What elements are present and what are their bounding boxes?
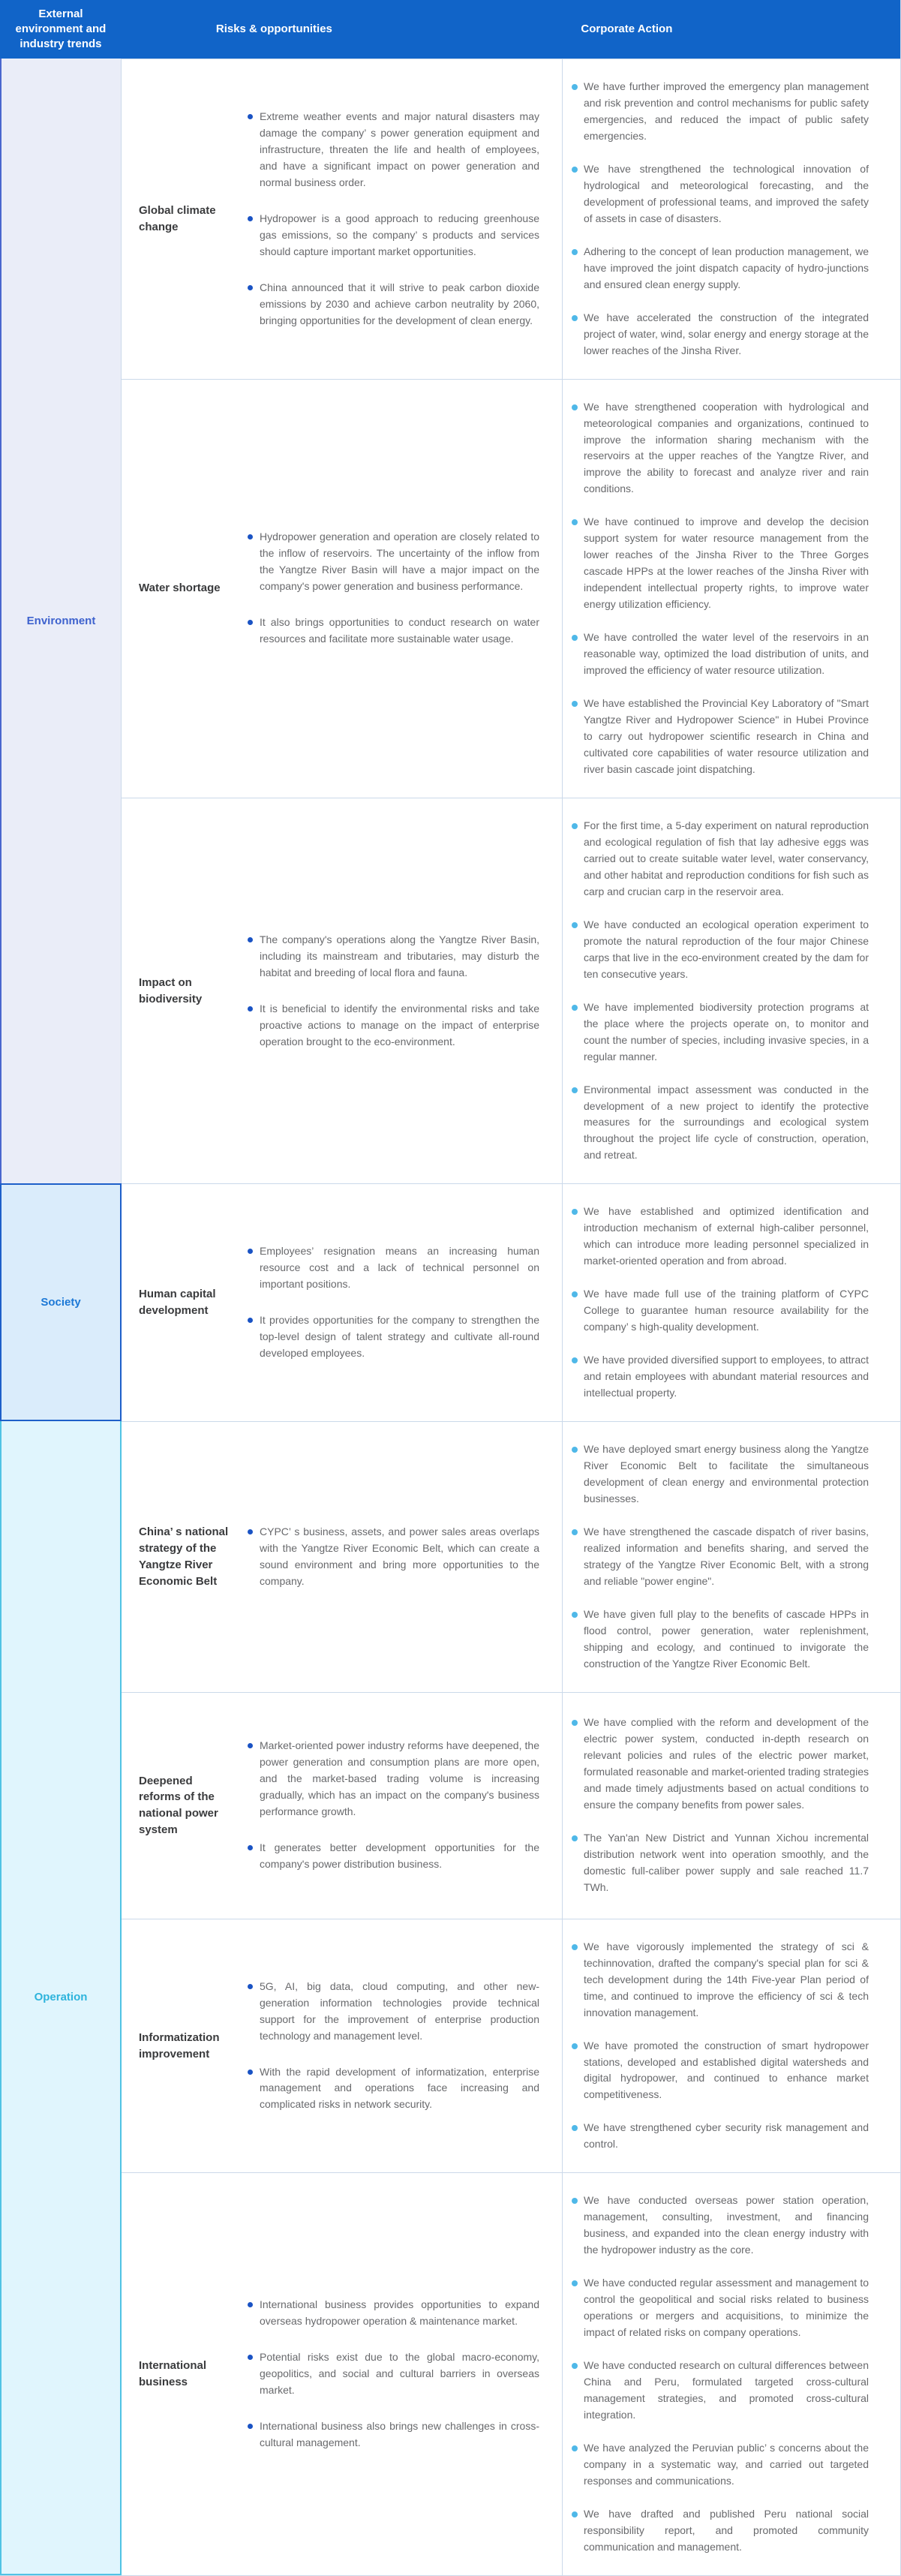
risk-bullet-dot-icon <box>248 216 253 221</box>
header-corporate-action-label: Corporate Action <box>581 22 673 35</box>
actions-list <box>562 798 900 1183</box>
action-bullet-text: We have strengthened the technological innovation of hydrological and meteorological forecasting, and the development of professional teams, and improved the safety of assets in case of disasters. <box>584 162 869 224</box>
action-bullet-text: We have vigorously implemented the strategy of sci & techinnovation, drafted the company's special plan for sci & tech development during the 14th Five-year Plan period of time, and continued to improve the efficiency of sci & tech innovation management. <box>584 1940 869 2018</box>
risk-bullet-text: The company's operations along the Yangtze River Basin, including its mainstream and tributaries, may disturb the habitat and breeding of local flora and fauna. <box>260 933 539 978</box>
action-bullet-dot-icon <box>572 2363 578 2369</box>
risk-bullet-item <box>246 1524 539 1590</box>
action-bullet-text: For the first time, a 5-day experiment on natural reproduction and ecological regulation of fish that lay adhesive eggs was carried out to create suitable water level, water conservancy, and other habitat and reproduction conditions for fish such as carp and crucian carp in the reservoir area. <box>584 819 869 897</box>
risk-bullet-text: With the rapid development of informatization, enterprise management and operations face increasing and complicated risks in network security. <box>260 2065 539 2111</box>
action-bullet-item <box>570 161 869 227</box>
action-bullet-item <box>570 1830 869 1896</box>
action-bullet-text: We have analyzed the Peruvian public’ s concerns about the company in a systematic way, and carried out targeted responses and communications. <box>584 2441 869 2487</box>
action-bullet-dot-icon <box>572 1612 578 1618</box>
risk-bullet-item <box>246 615 539 648</box>
risk-bullet-text: Employees’ resignation means an increasing human resource cost and a lack of technical personnel on important positions. <box>260 1245 539 1291</box>
action-bullet-item <box>570 399 869 498</box>
topic-informatization-improvement: Informatization improvement <box>139 2030 220 2060</box>
action-bullet-dot-icon <box>572 2043 578 2049</box>
action-bullet-dot-icon <box>572 823 578 829</box>
risk-bullet-text: Extreme weather events and major natural disasters may damage the company’ s power generation equipment and infrastructure, threaten the life and health of employees, and have a significant impact on power generation and normal business order. <box>260 110 539 188</box>
action-bullet-item <box>570 1524 869 1590</box>
topic-deepened-reforms: Deepened reforms of the national power system <box>139 1774 218 1836</box>
action-bullet-item <box>570 1939 869 2021</box>
action-bullet-text: We have provided diversified support to employees, to attract and retain employees with abundant material resources and intellectual property. <box>584 1354 869 1399</box>
action-bullet-item <box>570 696 869 778</box>
risk-bullet-dot-icon <box>248 2355 253 2360</box>
risk-bullet-item <box>246 1001 539 1051</box>
risk-bullet-text: Market-oriented power industry reforms have deepened, the power generation and consumption plans are more open, and the market-based trading volume is increasing gradually, which has an impact on the company's business performance growth. <box>260 1739 539 1818</box>
action-bullet-item <box>570 79 869 145</box>
risk-bullet-text: It provides opportunities for the company to strengthen the top-level design of talent strategy and cultivate all-round developed employees. <box>260 1314 539 1360</box>
action-bullet-dot-icon <box>572 1005 578 1011</box>
action-bullet-text: Environmental impact assessment was conducted in the development of a new project to identify the protective measures for the surroundings and ecological system throughout the project life cycle of construction, operation, and retreat. <box>584 1083 869 1162</box>
action-bullet-text: We have strengthened cooperation with hydrological and meteorological companies and organizations, continued to improve the information sharing mechanism with the reservoirs at the upper reaches of the Yangtze River, and improve the ability to forecast and analyze river and rain conditions. <box>584 400 869 495</box>
action-bullet-dot-icon <box>572 1291 578 1297</box>
action-bullet-text: We have strengthened cyber security risk management and control. <box>584 2121 869 2151</box>
risk-bullet-item <box>246 2349 539 2399</box>
actions-list <box>562 380 900 798</box>
risks-list <box>240 380 562 798</box>
section-environment <box>0 59 900 1183</box>
action-bullet-dot-icon <box>572 1087 578 1093</box>
action-bullet-text: We have conducted regular assessment and management to control the geopolitical and social risks related to business operations or mergers and acquisitions, to minimize the impact of related risks on company operations. <box>584 2277 869 2339</box>
action-bullet-text: We have made full use of the training platform of CYPC College to guarantee human resource availability for the company’ s high-quality development. <box>584 1288 869 1333</box>
risk-bullet-text: 5G, AI, big data, cloud computing, and other new-generation information technologies provide technical support for the improvement of enterprise production technology and management level. <box>260 1979 539 2042</box>
section-label-operation <box>0 1421 122 2575</box>
risk-bullet-dot-icon <box>248 1529 253 1534</box>
risk-bullet-text: It also brings opportunities to conduct research on water resources and facilitate more sustainable water usage. <box>260 616 539 645</box>
action-bullet-item <box>570 2440 869 2490</box>
action-bullet-item <box>570 514 869 613</box>
action-bullet-text: We have complied with the reform and development of the electric power system, conducted in-depth research on relevant policies and rules of the electric power market, formulated reasonable and market-oriented trading strategies and made timely adjustments based on actual conditions to ensure the company benefits from power sales. <box>584 1716 869 1811</box>
risk-bullet-dot-icon <box>248 1249 253 1254</box>
action-bullet-text: We have established the Provincial Key Laboratory of "Smart Yangtze River and Hydropower Science" in Hubei Province to carry out hydropower scientific research in China and cultivated core capabilities of water resource utilization and river basin cascade joint dispatching. <box>584 697 869 775</box>
action-bullet-item <box>570 1715 869 1814</box>
row-global-climate-change <box>122 59 900 379</box>
action-bullet-item <box>570 244 869 293</box>
topic-human-capital-development: Human capital development <box>139 1288 216 1318</box>
action-bullet-dot-icon <box>572 1835 578 1841</box>
risk-bullet-item <box>246 2418 539 2451</box>
header-external-environment <box>0 0 122 59</box>
risk-bullet-dot-icon <box>248 2302 253 2307</box>
header-corporate-action <box>562 0 900 59</box>
risk-bullet-dot-icon <box>248 620 253 625</box>
action-bullet-item <box>570 1204 869 1270</box>
action-bullet-item <box>570 2120 869 2153</box>
risk-bullet-dot-icon <box>248 1984 253 1989</box>
action-bullet-text: We have drafted and published Peru national social responsibility report, and promoted community communication and management. <box>584 2507 869 2553</box>
action-bullet-dot-icon <box>572 2280 578 2286</box>
risk-bullet-dot-icon <box>248 285 253 290</box>
header-external-environment-label: External environment and industry trends <box>15 7 107 51</box>
action-bullet-text: We have further improved the emergency plan management and risk prevention and control mechanisms for public safety emergencies, and reduced the impact of public safety emergencies. <box>584 80 869 142</box>
risk-bullet-text: It generates better development opportunities for the company's power distribution business. <box>260 1841 539 1871</box>
action-bullet-item <box>570 999 869 1066</box>
header-risks-opportunities-label: Risks & opportunities <box>215 22 332 35</box>
risk-bullet-item <box>246 109 539 191</box>
topic-water-shortage: Water shortage <box>139 582 221 595</box>
risk-bullet-item <box>246 1312 539 1362</box>
action-bullet-item <box>570 2038 869 2104</box>
risk-bullet-item <box>246 211 539 260</box>
risk-bullet-item <box>246 1840 539 1873</box>
risk-bullet-dot-icon <box>248 1845 253 1850</box>
risk-bullet-text: Hydropower is a good approach to reducing greenhouse gas emissions, so the company’ s products and services should capture important market opportunities. <box>260 212 539 257</box>
action-bullet-dot-icon <box>572 701 578 707</box>
section-label-society <box>0 1183 122 1421</box>
risk-bullet-item <box>246 529 539 595</box>
risk-bullet-text: It is beneficial to identify the environmental risks and take proactive actions to manage on the impact of enterprise operation brought to the eco-environment. <box>260 1002 539 1048</box>
action-bullet-dot-icon <box>572 404 578 410</box>
table-header <box>0 0 900 59</box>
action-bullet-text: We have given full play to the benefits of cascade HPPs in flood control, power generation, water replenishment, shipping and ecology, and continued to invigorate the construction of the Yangtze River Economic Belt. <box>584 1607 869 1670</box>
action-bullet-text: We have continued to improve and develop the decision support system for water resource management from the lower reaches of the Jinsha River to the Three Gorges cascade HPPs at the lower reaches of the Jinsha River with independent intellectual property rights, to improve water energy utilization efficiency. <box>584 516 869 611</box>
risk-bullet-text: Hydropower generation and operation are closely related to the inflow of reservoirs. The uncertainty of the inflow from the Yangtze River Basin will have a major impact on the company's power generation and business performance. <box>260 531 539 593</box>
section-label-environment-text: Environment <box>26 615 96 628</box>
action-bullet-item <box>570 630 869 679</box>
actions-list <box>562 2173 900 2574</box>
risk-bullet-item <box>246 1243 539 1293</box>
action-bullet-text: We have conducted an ecological operation experiment to promote the natural reproduction of the four major Chinese carps that live in the eco-environment created by the dam for ten consecutive years. <box>584 918 869 980</box>
section-operation <box>0 1421 900 2575</box>
action-bullet-text: The Yan'an New District and Yunnan Xichou incremental distribution network went into operation smoothly, and the domestic full-caliber power supply and sale reached 11.7 TWh. <box>584 1832 869 1894</box>
risk-bullet-text: International business also brings new challenges in cross-cultural management. <box>260 2420 539 2448</box>
row-water-shortage <box>122 379 900 798</box>
risk-bullet-text: International business provides opportunities to expand overseas hydropower operation & maintenance market. <box>260 2298 539 2328</box>
topic-international-business: International business <box>139 2359 207 2389</box>
risk-bullet-dot-icon <box>248 1006 253 1011</box>
risks-list <box>240 798 562 1183</box>
section-label-operation-text: Operation <box>34 1991 88 2004</box>
action-bullet-dot-icon <box>572 1357 578 1363</box>
action-bullet-text: We have implemented biodiversity protection programs at the place where the projects operate on, to monitor and count the number of species, including invasive species, in a regular manner. <box>584 1000 869 1063</box>
risks-list <box>240 1919 562 2173</box>
actions-list <box>562 1422 900 1692</box>
action-bullet-dot-icon <box>572 519 578 525</box>
action-bullet-item <box>570 2506 869 2556</box>
action-bullet-dot-icon <box>572 2445 578 2451</box>
risk-bullet-item <box>246 2064 539 2114</box>
action-bullet-dot-icon <box>572 1720 578 1726</box>
topic-global-climate-change: Global climate change <box>139 204 216 233</box>
action-bullet-item <box>570 1441 869 1507</box>
topic-impact-on-biodiversity: Impact on biodiversity <box>139 975 203 1005</box>
action-bullet-item <box>570 1352 869 1402</box>
section-label-society-text: Society <box>41 1296 81 1309</box>
action-bullet-item <box>570 2193 869 2259</box>
action-bullet-item <box>570 1607 869 1673</box>
action-bullet-text: We have accelerated the construction of the integrated project of water, wind, solar energy and energy storage at the lower reaches of the Jinsha River. <box>584 311 869 356</box>
section-label-environment <box>0 59 122 1183</box>
section-society <box>0 1183 900 1421</box>
action-bullet-dot-icon <box>572 2198 578 2204</box>
risk-bullet-dot-icon <box>248 1318 253 1323</box>
risks-list <box>240 1422 562 1692</box>
risk-bullet-text: CYPC’ s business, assets, and power sales areas overlaps with the Yangtze River Economic Belt, which can create a sound environment and bring more opportunities to the company. <box>260 1525 539 1587</box>
risk-bullet-dot-icon <box>248 114 253 119</box>
risk-bullet-item <box>246 280 539 329</box>
action-bullet-dot-icon <box>572 167 578 173</box>
action-bullet-dot-icon <box>572 315 578 321</box>
action-bullet-dot-icon <box>572 84 578 90</box>
action-bullet-item <box>570 1082 869 1165</box>
risk-bullet-item <box>246 2297 539 2330</box>
actions-list <box>562 1184 900 1421</box>
risk-bullet-text: China announced that it will strive to peak carbon dioxide emissions by 2030 and achieve carbon neutrality by 2060, bringing opportunities for the development of clean energy. <box>260 281 539 326</box>
risk-bullet-dot-icon <box>248 534 253 540</box>
actions-list <box>562 1693 900 1919</box>
action-bullet-dot-icon <box>572 2511 578 2517</box>
row-human-capital-development <box>122 1183 900 1421</box>
action-bullet-dot-icon <box>572 1944 578 1950</box>
row-international-business <box>122 2172 900 2574</box>
risk-bullet-item <box>246 1979 539 2045</box>
risks-list <box>240 1693 562 1919</box>
action-bullet-dot-icon <box>572 1447 578 1453</box>
action-bullet-dot-icon <box>572 922 578 928</box>
actions-list <box>562 59 900 379</box>
action-bullet-text: We have conducted research on cultural differences between China and Peru, formulated targeted cross-cultural management strategies, and promoted cross-cultural integration. <box>584 2359 869 2421</box>
actions-list <box>562 1919 900 2173</box>
row-china-national-strategy <box>122 1421 900 1692</box>
action-bullet-dot-icon <box>572 1529 578 1535</box>
action-bullet-text: We have conducted overseas power station operation, management, consulting, investment, and financing business, and expanded into the clean energy industry with the hydropower industry as the core. <box>584 2194 869 2256</box>
risk-bullet-dot-icon <box>248 1743 253 1748</box>
header-risks-opportunities <box>122 0 563 59</box>
action-bullet-text: We have established and optimized identification and introduction mechanism of external high-caliber personnel, which can introduce more leading personnel specialized in market-oriented operation and from abroad. <box>584 1205 869 1267</box>
topic-china-national-strategy: China’ s national strategy of the Yangtze River Economic Belt <box>139 1525 229 1588</box>
action-bullet-text: We have promoted the construction of smart hydropower stations, developed and established digital watersheds and digital hydropower, and continued to enhance market competitiveness. <box>584 2039 869 2101</box>
action-bullet-item <box>570 310 869 359</box>
action-bullet-text: We have controlled the water level of the reservoirs in an reasonable way, optimized the load distribution of units, and improved the efficiency of water resource utilization. <box>584 631 869 677</box>
row-deepened-reforms <box>122 1692 900 1919</box>
risk-bullet-dot-icon <box>248 2070 253 2075</box>
row-impact-on-biodiversity <box>122 798 900 1183</box>
action-bullet-item <box>570 917 869 983</box>
action-bullet-dot-icon <box>572 249 578 255</box>
risk-bullet-item <box>246 1738 539 1820</box>
risks-list <box>240 59 562 379</box>
action-bullet-item <box>570 818 869 900</box>
action-bullet-item <box>570 2358 869 2424</box>
action-bullet-dot-icon <box>572 1209 578 1215</box>
risks-list <box>240 2173 562 2574</box>
action-bullet-text: We have strengthened the cascade dispatch of river basins, realized information and benefits sharing, and served the strategy of the Yangtze River Economic Belt, with a strong and reliable "power engine". <box>584 1525 869 1587</box>
risk-bullet-item <box>246 932 539 981</box>
risks-list <box>240 1184 562 1421</box>
risk-bullet-dot-icon <box>248 2424 253 2429</box>
action-bullet-item <box>570 1286 869 1336</box>
action-bullet-dot-icon <box>572 635 578 641</box>
risk-bullet-text: Potential risks exist due to the global macro-economy, geopolitics, and social and cultural barriers in overseas market. <box>260 2351 539 2397</box>
risk-bullet-dot-icon <box>248 937 253 942</box>
action-bullet-text: Adhering to the concept of lean production management, we have improved the joint dispatch capacity of hydro-junctions and ensured clean energy supply. <box>584 245 869 290</box>
action-bullet-text: We have deployed smart energy business along the Yangtze River Economic Belt to facilitate the simultaneous development of clean energy and environmental protection businesses. <box>584 1443 869 1504</box>
action-bullet-dot-icon <box>572 2125 578 2131</box>
action-bullet-item <box>570 2275 869 2341</box>
row-informatization-improvement <box>122 1919 900 2173</box>
